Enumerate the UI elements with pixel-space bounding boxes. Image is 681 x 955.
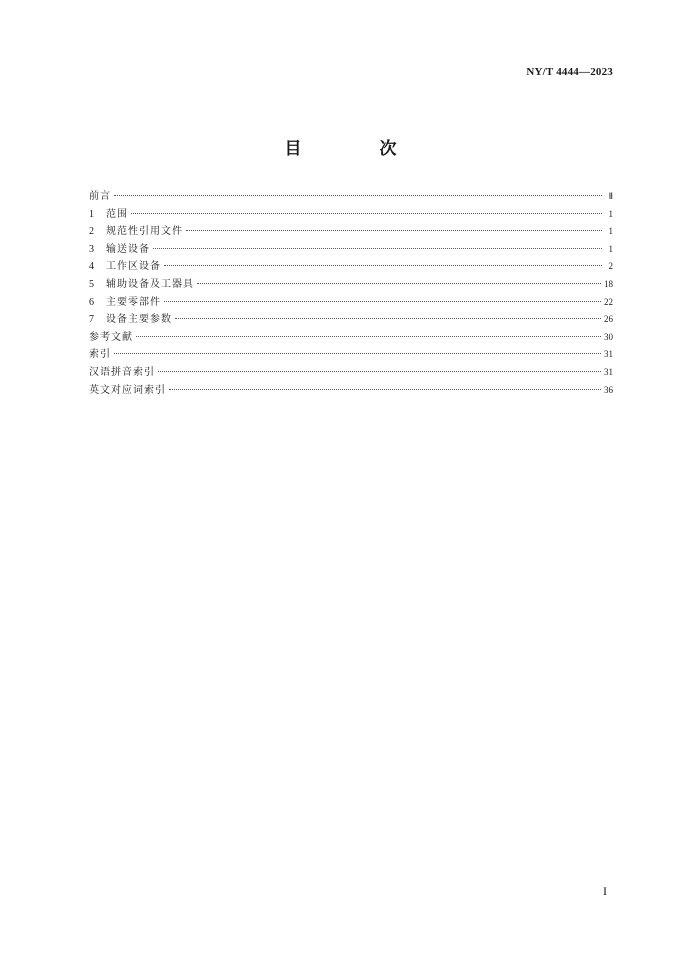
toc-entry-label: 范围: [106, 208, 128, 220]
toc-entry-4[interactable]: [89, 258, 613, 276]
toc-entry-page: 36: [604, 384, 613, 395]
dot-leader: [153, 248, 602, 249]
toc-entry-number: 5: [89, 278, 94, 290]
toc-entry-5[interactable]: [89, 276, 613, 294]
toc-entry-7[interactable]: [89, 311, 613, 329]
toc-list: [89, 188, 613, 399]
toc-entry-number: 1: [89, 208, 94, 220]
toc-entry-page: 2: [608, 261, 613, 272]
page-number: I: [603, 884, 607, 898]
toc-entry-page: 18: [604, 278, 613, 289]
dot-leader: [175, 318, 601, 319]
toc-entry-references[interactable]: [89, 329, 613, 347]
dot-leader: [136, 336, 601, 337]
toc-entry-pinyin-index[interactable]: [89, 364, 613, 382]
dot-leader: [164, 301, 601, 302]
dot-leader: [169, 389, 601, 390]
toc-entry-page: 1: [608, 208, 613, 219]
dot-leader: [114, 353, 601, 354]
toc-entry-label: 主要零部件: [106, 296, 161, 308]
toc-entry-english-index[interactable]: [89, 382, 613, 400]
dot-leader: [164, 265, 602, 266]
dot-leader: [186, 230, 602, 231]
dot-leader: [158, 371, 601, 372]
toc-entry-page: 1: [608, 243, 613, 254]
toc-entry-label: 规范性引用文件: [106, 226, 183, 238]
toc-entry-label: 索引: [89, 349, 111, 361]
toc-entry-label: 设备主要参数: [106, 314, 172, 326]
toc-entry-number: 3: [89, 243, 94, 255]
toc-entry-page: 30: [604, 331, 613, 342]
toc-entry-number: 2: [89, 226, 94, 238]
toc-entry-label: 英文对应词索引: [89, 384, 166, 396]
toc-entry-label: 输送设备: [106, 243, 150, 255]
toc-entry-number: 4: [89, 261, 94, 273]
toc-entry-3[interactable]: [89, 241, 613, 259]
toc-entry-label: 参考文献: [89, 331, 133, 343]
standard-code: NY/T 4444—2023: [526, 66, 613, 78]
toc-entry-page: 31: [604, 349, 613, 360]
toc-entry-label: 前言: [89, 191, 111, 202]
toc-entry-label: 辅助设备及工器具: [106, 278, 194, 290]
toc-entry-6[interactable]: [89, 294, 613, 312]
dot-leader: [131, 213, 602, 214]
toc-entry-foreword[interactable]: [89, 188, 613, 206]
dot-leader: [197, 283, 601, 284]
toc-entry-number: 6: [89, 296, 94, 308]
toc-title: 目 次: [284, 139, 433, 159]
toc-entry-page: 22: [604, 296, 613, 307]
dot-leader: [114, 195, 602, 196]
toc-entry-page: 1: [608, 226, 613, 237]
toc-entry-label: 汉语拼音索引: [89, 366, 155, 378]
toc-entry-page: 26: [604, 314, 613, 325]
toc-entry-page: 31: [604, 366, 613, 377]
toc-entry-1[interactable]: [89, 206, 613, 224]
toc-entry-page: Ⅱ: [608, 191, 613, 201]
toc-entry-index[interactable]: [89, 346, 613, 364]
toc-entry-number: 7: [89, 314, 94, 326]
toc-entry-2[interactable]: [89, 223, 613, 241]
toc-entry-label: 工作区设备: [106, 261, 161, 273]
